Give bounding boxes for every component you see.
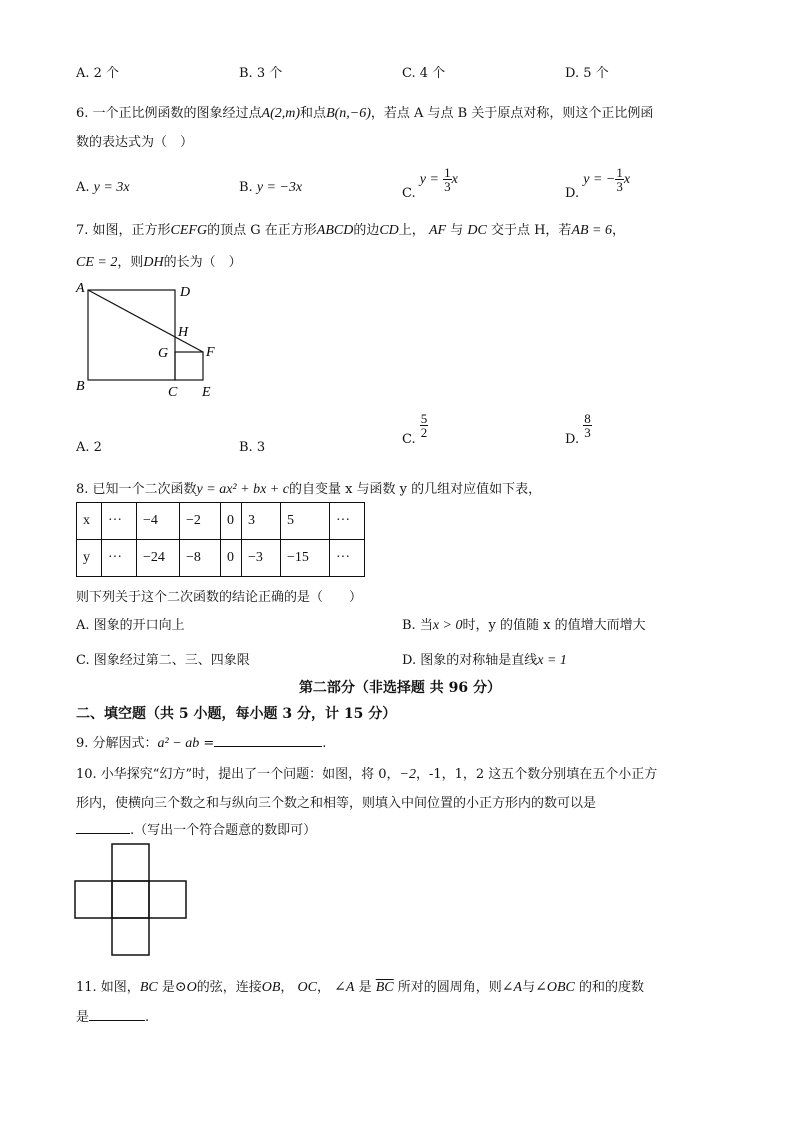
table-cell: y xyxy=(77,540,102,577)
q7-option-a: A. 2 xyxy=(76,440,102,455)
label-f: F xyxy=(206,345,215,360)
q10-answer-blank[interactable] xyxy=(76,833,130,834)
q8-option-d: D. 图象的对称轴是直线x = 1 xyxy=(402,653,567,668)
q7-stem-line1: 7. 如图，正方形CEFG的顶点 G 在正方形ABCD的边CD上， AF 与 DC 交于点 H，若AB = 6， xyxy=(76,223,626,238)
q6-point-b: B(n,−6) xyxy=(326,106,371,121)
q10-stem-line1: 10. 小华探究“幻方”时，提出了一个问题：如图，将 0，−2，-1，1，2 这五个数分别填在五个小正方 xyxy=(76,767,658,782)
label-e: E xyxy=(202,385,211,400)
label-c: C xyxy=(168,385,178,400)
q8-question: 则下列关于这个二次函数的结论正确的是（ ） xyxy=(76,590,363,605)
section-fill-in-heading: 二、填空题（共 5 小题，每小题 3 分，计 15 分） xyxy=(76,706,397,722)
table-row-x xyxy=(77,503,365,540)
q6-option-c: C. y = $\frac{1}{3}$ x xyxy=(402,165,458,201)
table-cell: ··· xyxy=(102,503,137,540)
q11-stem-line2: 是 . xyxy=(76,1010,150,1025)
q6-option-b: B. y = −3x xyxy=(239,180,303,195)
table-cell: −8 xyxy=(180,540,221,577)
label-d: D xyxy=(180,285,191,300)
table-cell: 5 xyxy=(281,503,330,540)
q9-stem: 9. 分解因式：a² − ab = . xyxy=(76,736,327,751)
q8-option-c: C. 图象经过第二、三、四象限 xyxy=(76,653,250,668)
table-cell: ··· xyxy=(330,503,365,540)
q6-option-d: D. y = − $\frac{1}{3}$ x xyxy=(565,165,631,201)
part-two-heading: 第二部分（非选择题 共 96 分） xyxy=(298,680,502,696)
q6-stem-line2: 数的表达式为（ ） xyxy=(76,135,194,150)
label-h: H xyxy=(178,325,189,340)
cross-cell-center xyxy=(112,881,149,918)
q10-cross-figure xyxy=(74,843,190,959)
q8-option-b: B. 当x > 0时，y 的值随 x 的值增大而增大 xyxy=(402,618,646,633)
cross-cell-left xyxy=(75,881,112,918)
arc-bc: $\overline{BC}$ xyxy=(375,980,394,995)
cross-cell-top xyxy=(112,844,149,881)
q7-option-c: C. $\frac{5}{2}$ xyxy=(402,411,428,447)
table-cell: 0 xyxy=(221,540,242,577)
q6-stem-line1: 6. 一个正比例函数的图象经过点A(2,m)和点B(n,−6)，若点 A 与点 B 关于原点对称，则这个正比例函 xyxy=(76,106,654,121)
table-cell: x xyxy=(77,503,102,540)
q8-value-table xyxy=(76,502,365,577)
q8-stem: 8. 已知一个二次函数y = ax² + bx + c的自变量 x 与函数 y 的几组对应值如下表， xyxy=(76,482,542,497)
table-cell: 0 xyxy=(221,503,242,540)
square-abcd xyxy=(88,290,175,380)
table-cell: −4 xyxy=(137,503,180,540)
table-cell: −3 xyxy=(242,540,281,577)
q8-option-a: A. 图象的开口向上 xyxy=(76,618,185,633)
table-cell: ··· xyxy=(102,540,137,577)
q5-option-d: D. 5 个 xyxy=(565,66,609,81)
q5-option-c: C. 4 个 xyxy=(402,66,446,81)
square-cefg xyxy=(175,352,203,380)
table-cell: −2 xyxy=(180,503,221,540)
cross-cell-bottom xyxy=(112,918,149,955)
label-a: A xyxy=(76,281,85,296)
table-row-y xyxy=(77,540,365,577)
q7-option-d: D. $\frac{8}{3}$ xyxy=(565,411,591,447)
q5-option-a: A. 2 个 xyxy=(76,66,120,81)
cross-cell-right xyxy=(149,881,186,918)
q10-stem-line3: .（写出一个符合题意的数即可） xyxy=(76,819,316,838)
q5-option-b: B. 3 个 xyxy=(239,66,283,81)
table-cell: −15 xyxy=(281,540,330,577)
q9-answer-blank[interactable] xyxy=(214,746,322,747)
q7-square-figure xyxy=(70,278,230,403)
q6-point-a: A(2,m) xyxy=(261,106,301,121)
table-cell: 3 xyxy=(242,503,281,540)
table-cell: ··· xyxy=(330,540,365,577)
q11-stem-line1: 11. 如图，BC 是⊙O的弦，连接OB， OC， ∠A 是 $\overline{BC}$ 所对的圆周角，则∠A与∠OBC 的和的度数 xyxy=(76,980,644,995)
label-g: G xyxy=(158,346,169,361)
q10-stem-line2: 形内，使横向三个数之和与纵向三个数之和相等，则填入中间位置的小正方形内的数可以是 xyxy=(76,796,597,811)
q6-option-a: A. y = 3x xyxy=(76,180,130,195)
label-b: B xyxy=(76,379,85,394)
q7-option-b: B. 3 xyxy=(239,440,266,455)
q11-answer-blank[interactable] xyxy=(89,1020,145,1021)
q7-stem-line2: CE = 2，则DH的长为（ ） xyxy=(76,255,242,270)
table-cell: −24 xyxy=(137,540,180,577)
